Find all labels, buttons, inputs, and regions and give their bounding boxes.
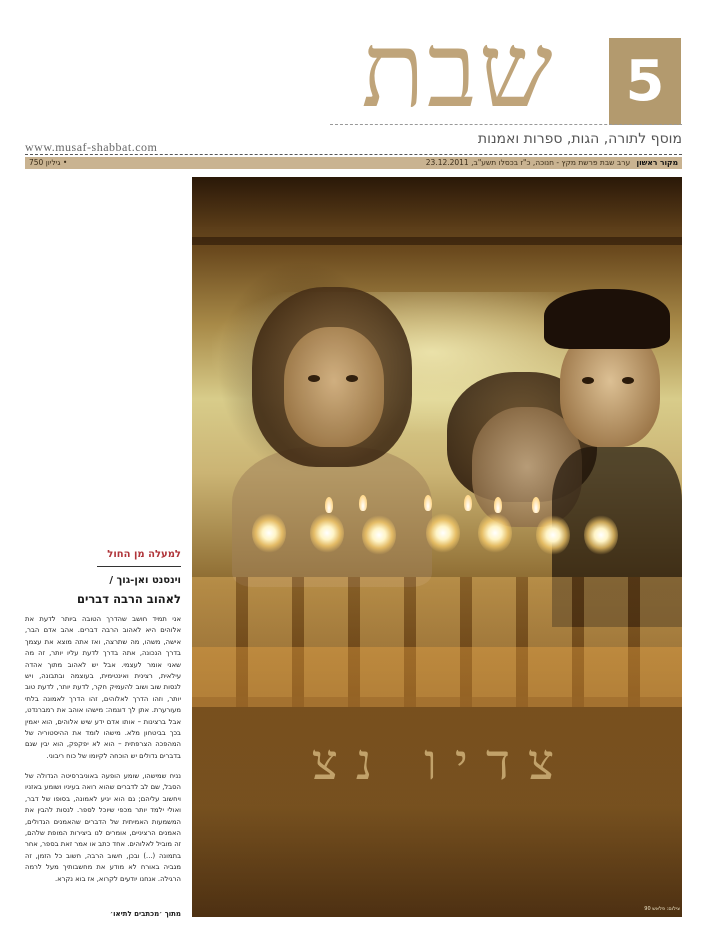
article-source: מתוך ׳מכתבים לתיאו׳ [110,910,181,918]
flame-glow [310,513,344,553]
eye [622,377,634,384]
article-author: וינסנט ואן-גוך / [109,575,181,586]
photo-shelf [192,177,682,227]
article-paragraph: אני תמיד חושב שהדרך הטובה ביותר לדעת את אלוהים היא לאהוב הרבה דברים. אהב אדם הבר, אישה, משהו, מה שתרצה, ואז אתה מוצא את עצמך בדרך הנכונה, אתה בדרך לדעת עליו יותר, זה מה שאני אומר לעצמי. אבל יש לאהוב מתוך אהדה עילאית, רצינית ואינטימית, בעוצמה ובתבונה, ויש לנסות שוב ושוב להעמיק חקר, לדעת יותר, לדעת טוב יותר, וזהו הדרך לאלוהים, זהו הדרך לאמונה בלתי מעורערת. אתן לך דוגמה: מישהו אוהב את רמברנדט, אבל ברצינות – אותו אדם ידע שיש אלוהים, הוא יאמין בכך בביטחון מלא. מישהו לומד את ההיסטוריה של המהפכה הצרפתית – הוא לא יפקפק, הוא יבין שגם בדברים גדולים יש הוכחה לקיומו של כוח ריבוני. [25,615,181,760]
header-divider [25,154,682,155]
flame-glow [584,515,618,555]
candle-flame [325,497,333,513]
hanukkah-photo [192,177,682,917]
candle-flame [464,495,472,511]
glass-letters: צדיו נצ [311,733,573,791]
flame-glow [362,515,396,555]
photo-shelf-edge [192,237,682,245]
section-heading: למעלה מן החול [107,549,181,560]
candle-flame [532,497,540,513]
masthead-title: שבת [361,9,555,131]
child-right-hat [544,289,670,349]
masthead-divider [330,124,682,125]
menorah-flames [232,507,632,567]
dateline-brand: מקור ראשון [636,158,678,167]
section-divider [97,566,181,567]
dateline-bar [25,157,682,169]
photo-credit: צילום: פלאש 90 [644,906,680,912]
masthead-subtitle: מוסף לתורה, הגות, ספרות ואמנות [477,131,682,147]
dateline-text: ערב שבת פרשת מקץ - חנוכה, כ"ז בכסלו תשע"ב, 23.12.2011 [425,158,631,167]
dateline-issue: • גיליון 750 [29,158,68,167]
eye [346,375,358,382]
flame-glow [426,513,460,553]
candle-flame [359,495,367,511]
candle-flame [424,495,432,511]
eye [308,375,320,382]
flame-glow [478,513,512,553]
issue-number-badge: 5 [609,38,681,125]
site-url: www.musaf-shabbat.com [25,140,158,154]
flame-glow [252,513,286,553]
article-paragraph: נניח שמישהו, שומע הופעה באוניברסיטה הגדולה של הסבל, שם לב לדברים שהוא רואה בעיניו ושומע באזניו ויחשוב עליהם; גם הוא יגיע לאמונה, בסופו של דבר, ואולי ילמד יותר מכפי שיוכל לספר. לנסות להבין את המשמעות האמיתית של הדברים שהאמנים הגדולים, האמנים הרציניים, אומרים לנו ביצירות המופת שלהם, זה מוביל לאלוהים. אחד כתב או אמר זאת בספר, אחר בתמונה (...) ובכן, חשוב הרבה, חשוב כל הזמן, זה מגביה באורח לא מודע את מחשבותיך מעל לרמה הרגילה. אנחנו יודעים לקרוא, אז בוא נקרא. [25,772,181,883]
candle-flame [494,497,502,513]
flame-glow [536,515,570,555]
article-headline: לאהוב הרבה דברים [76,592,181,606]
child-left-face [284,327,384,447]
eye [582,377,594,384]
